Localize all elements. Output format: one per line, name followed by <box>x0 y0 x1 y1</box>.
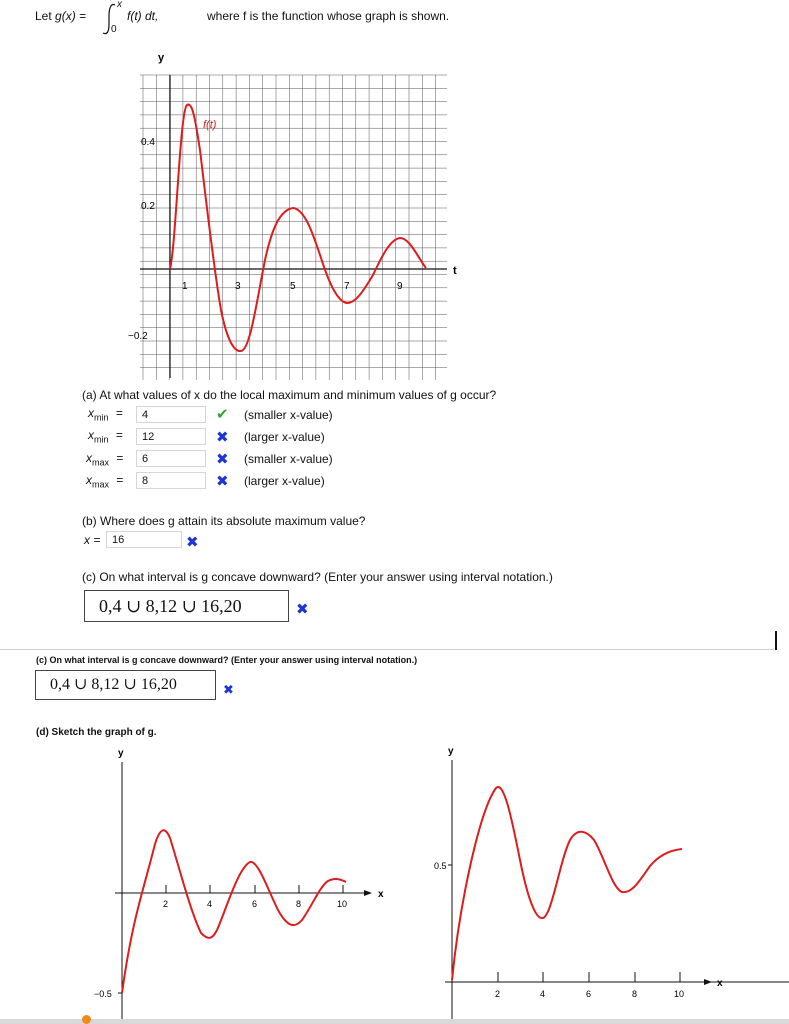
d2-y-tick: 0.5 <box>434 861 447 871</box>
f-y-tick-neg02: −0.2 <box>128 331 148 342</box>
cross-icon: ✖ <box>296 601 309 618</box>
problem-rest: where f is the function whose graph is shown. <box>207 9 450 23</box>
var-subscript: min <box>94 412 109 423</box>
f-graph <box>0 0 789 400</box>
f-x-tick-9: 9 <box>397 281 403 292</box>
f-y-tick-02: 0.2 <box>141 201 155 212</box>
var-subscript: min <box>94 434 109 445</box>
note-smaller: (smaller x-value) <box>244 452 333 466</box>
part-a-row-3 <box>86 451 123 467</box>
integrand: f(t) dt, <box>127 9 159 23</box>
f-x-tick-1: 1 <box>182 281 188 292</box>
f-y-axis-label: y <box>158 52 165 64</box>
part-c-repeat-question: (c) On what interval is g concave downward? (Enter your answer using interval notation.) <box>36 655 418 665</box>
d1-x-tick-6: 6 <box>252 899 258 909</box>
d2-x-tick-8: 8 <box>632 989 638 999</box>
d2-x-label: x <box>717 978 723 989</box>
f-curve-label: f(t) <box>203 119 217 131</box>
xmax-small-input[interactable]: 6 <box>136 450 206 467</box>
xmin-small-input[interactable]: 4 <box>136 406 206 423</box>
cross-icon: ✖ <box>186 534 199 551</box>
part-a-row-1 <box>88 406 388 424</box>
var-label: x <box>88 428 94 442</box>
part-a-row-2 <box>88 428 123 444</box>
d1-x-tick-10: 10 <box>337 899 348 909</box>
d2-x-tick-2: 2 <box>495 989 501 999</box>
d1-y-tick: −0.5 <box>94 989 112 999</box>
d1-x-tick-8: 8 <box>296 899 302 909</box>
section-divider <box>0 649 774 650</box>
d2-x-tick-6: 6 <box>586 989 592 999</box>
d2-x-arrow <box>704 979 712 985</box>
d1-y-label: y <box>118 748 124 759</box>
concave-down-input[interactable]: 0,4 ∪ 8,12 ∪ 16,20 <box>84 590 289 622</box>
part-b-question: (b) Where does g attain its absolute maximum value? <box>82 514 366 528</box>
cross-icon: ✖ <box>223 682 234 697</box>
equals: = <box>116 451 124 465</box>
abs-max-input[interactable]: 16 <box>106 531 182 548</box>
note-larger: (larger x-value) <box>244 474 325 488</box>
f-graph-grid <box>140 75 447 380</box>
note-smaller: (smaller x-value) <box>244 408 333 422</box>
d2-x-tick-10: 10 <box>674 989 685 999</box>
f-x-tick-7: 7 <box>344 281 350 292</box>
cross-icon: ✖ <box>216 451 229 468</box>
check-icon: ✔ <box>216 406 229 423</box>
orange-dot-icon <box>82 1015 91 1024</box>
cross-icon: ✖ <box>216 473 229 490</box>
part-b-var: x = <box>84 533 101 547</box>
part-a-question: (a) At what values of x do the local maximum and minimum values of g occur? <box>82 388 497 402</box>
f-x-tick-5: 5 <box>290 281 296 292</box>
part-d-question: (d) Sketch the graph of g. <box>36 727 157 738</box>
d1-x-arrow <box>364 890 372 896</box>
d1-curve <box>122 830 346 993</box>
sketch-graph-2[interactable] <box>400 740 789 1024</box>
integral-lower-limit: 0 <box>111 24 117 35</box>
d1-x-tick-2: 2 <box>163 899 169 909</box>
part-a-row-4 <box>86 473 123 489</box>
var-subscript: max <box>92 457 110 468</box>
f-graph-axes <box>140 75 447 378</box>
equals: = <box>116 473 124 487</box>
sketch-graph-1[interactable] <box>0 740 400 1024</box>
equals: = <box>115 406 123 420</box>
text-cursor-icon <box>775 631 777 650</box>
d2-curve <box>452 787 682 980</box>
note-larger: (larger x-value) <box>244 430 325 444</box>
integral-upper-limit: x <box>117 0 122 10</box>
d1-x-tick-4: 4 <box>207 899 213 909</box>
f-y-tick-04: 0.4 <box>141 137 155 148</box>
bottom-scrollbar-edge[interactable] <box>0 1019 789 1024</box>
let-text: Let <box>35 9 52 23</box>
f-x-tick-3: 3 <box>235 281 241 292</box>
part-c-question: (c) On what interval is g concave downward? (Enter your answer using interval notation.) <box>82 570 553 584</box>
g-definition: g(x) = <box>55 9 87 23</box>
xmin-large-input[interactable]: 12 <box>136 428 206 445</box>
var-label: x <box>86 473 92 487</box>
d2-x-tick-4: 4 <box>540 989 546 999</box>
d1-x-label: x <box>378 889 384 900</box>
concave-down-repeat-input[interactable]: 0,4 ∪ 8,12 ∪ 16,20 <box>35 670 216 700</box>
d2-y-label: y <box>448 746 454 757</box>
var-subscript: max <box>92 479 110 490</box>
equals: = <box>115 428 123 442</box>
var-label: x <box>86 451 92 465</box>
var-label: x <box>88 406 94 420</box>
xmax-large-input[interactable]: 8 <box>136 472 206 489</box>
f-x-axis-label: t <box>453 265 457 277</box>
cross-icon: ✖ <box>216 429 229 446</box>
